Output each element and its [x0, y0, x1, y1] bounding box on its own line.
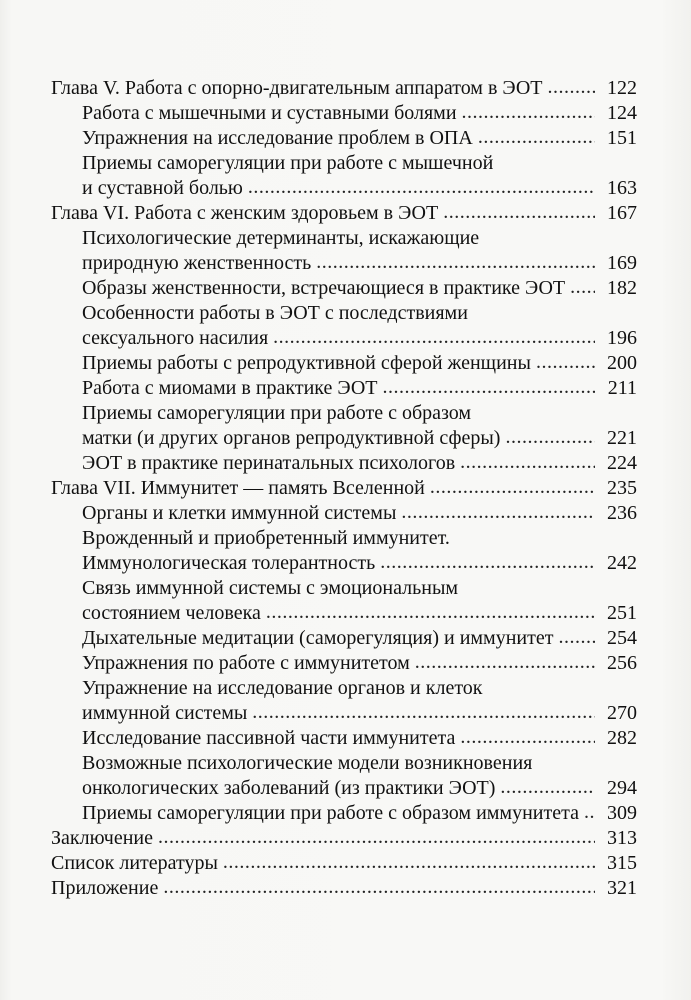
toc-page-number: 294 — [607, 777, 637, 799]
dot-leader — [462, 102, 595, 120]
toc-entry-title-line1: Особенности работы в ЭОТ с последствиями — [82, 302, 468, 324]
dot-leader — [460, 727, 595, 745]
toc-page-number: 282 — [607, 727, 637, 749]
toc-entry-title: Список литературы — [51, 852, 218, 874]
toc-entry-title-line2: онкологических заболеваний (из практики ЭОТ) — [82, 777, 496, 799]
toc-page-number: 122 — [607, 77, 637, 99]
toc-page-number: 224 — [607, 452, 637, 474]
dot-leader — [558, 627, 595, 645]
toc-entry-breathing-meditations — [82, 624, 637, 650]
toc-entry-conclusion — [51, 824, 637, 850]
toc-entry-immune-exploration-line1 — [82, 674, 637, 700]
toc-page-number: 256 — [607, 652, 637, 674]
toc-page-number: 151 — [607, 127, 637, 149]
toc-entry-bibliography — [51, 849, 637, 875]
toc-entry-innate-immunity-line1 — [82, 524, 637, 550]
toc-entry-uterus-image-line1 — [82, 399, 637, 425]
toc-entry-immune-organs-cells — [82, 499, 637, 525]
toc-page-number: 163 — [607, 177, 637, 199]
toc-page-number: 309 — [607, 802, 637, 824]
toc-page-number: 236 — [607, 502, 637, 524]
dot-leader — [252, 702, 595, 720]
toc-entry-emotional-link-line2 — [82, 599, 637, 625]
toc-entry-title-line1: Возможные психологические модели возникновения — [82, 752, 533, 774]
dot-leader — [316, 252, 595, 270]
toc-page-number: 182 — [607, 277, 637, 299]
toc-page-number: 270 — [607, 702, 637, 724]
toc-entry-title-line1: Психологические детерминанты, искажающие — [82, 227, 480, 249]
toc-entry-title-line1: Связь иммунной системы с эмоциональным — [82, 577, 459, 599]
dot-leader — [223, 852, 595, 870]
toc-entry-title: Заключение — [51, 827, 153, 849]
toc-entry-perinatal-psychologists — [82, 449, 637, 475]
toc-entry-psych-determinants-line1 — [82, 224, 637, 250]
toc-entry-chapter-5 — [51, 74, 637, 100]
toc-entry-title-line2: и суставной болью — [82, 177, 243, 199]
toc-entry-femininity-images — [82, 274, 637, 300]
dot-leader — [505, 427, 595, 445]
toc-page-number: 235 — [607, 477, 637, 499]
dot-leader — [460, 452, 595, 470]
toc-entry-passive-immunity — [82, 724, 637, 750]
dot-leader — [430, 477, 595, 495]
dot-leader — [158, 827, 595, 845]
toc-page-number: 313 — [607, 827, 637, 849]
dot-leader — [248, 177, 595, 195]
toc-entry-myomas — [82, 374, 637, 400]
toc-entry-title: Приложение — [51, 877, 159, 899]
toc-entry-title-line2: природную женственность — [82, 252, 312, 274]
toc-page-number: 242 — [607, 552, 637, 574]
dot-leader — [500, 777, 595, 795]
toc-entry-title: ЭОТ в практике перинатальных психологов — [82, 452, 456, 474]
toc-entry-title: Упражнения на исследование проблем в ОПА — [82, 127, 473, 149]
dot-leader — [415, 652, 595, 670]
toc-entry-self-regulation-pain-line2 — [82, 174, 637, 200]
toc-entry-title-line2: матки (и других органов репродуктивной сферы) — [82, 427, 501, 449]
toc-entry-opa-exercises — [82, 124, 637, 150]
toc-page-number: 196 — [607, 327, 637, 349]
toc-entry-immunity-exercises — [82, 649, 637, 675]
toc-entry-sexual-violence-line1 — [82, 299, 637, 325]
toc-entry-title: Приемы саморегуляции при работе с образом иммунитета — [82, 802, 579, 824]
toc-page-number: 200 — [607, 352, 637, 374]
toc-entry-immunity-image-self-regulation — [82, 799, 637, 825]
toc-page-number: 167 — [607, 202, 637, 224]
dot-leader — [273, 327, 595, 345]
toc-entry-oncology-models-line1 — [82, 749, 637, 775]
toc-entry-title: Работа с мышечными и суставными болями — [82, 102, 457, 124]
toc-entry-title-line2: иммунной системы — [82, 702, 248, 724]
toc-entry-emotional-link-line1 — [82, 574, 637, 600]
toc-entry-title: Образы женственности, встречающиеся в практике ЭОТ — [82, 277, 566, 299]
toc-entry-title-line1: Врожденный и приобретенный иммунитет. — [82, 527, 450, 549]
dot-leader — [570, 277, 595, 295]
toc-entry-title: Дыхательные медитации (саморегуляция) и иммунитет — [82, 627, 554, 649]
toc-page-number: 321 — [607, 877, 637, 899]
toc-entry-title-line1: Упражнение на исследование органов и клеток — [82, 677, 483, 699]
dot-leader — [383, 377, 595, 395]
toc-entry-title-line1: Приемы саморегуляции при работе с образом — [82, 402, 472, 424]
dot-leader — [380, 552, 595, 570]
toc-entry-title: Глава VII. Иммунитет — память Вселенной — [51, 477, 425, 499]
dot-leader — [443, 202, 595, 220]
toc-entry-title: Упражнения по работе с иммунитетом — [82, 652, 410, 674]
toc-entry-title-line2: сексуального насилия — [82, 327, 269, 349]
dot-leader — [536, 352, 595, 370]
dot-leader — [266, 602, 595, 620]
toc-page-number: 169 — [607, 252, 637, 274]
toc-page-number: 124 — [607, 102, 637, 124]
toc-entry-title: Работа с миомами в практике ЭОТ — [82, 377, 378, 399]
toc-entry-chapter-6 — [51, 199, 637, 225]
toc-entry-title: Исследование пассивной части иммунитета — [82, 727, 456, 749]
toc-entry-title: Приемы работы с репродуктивной сферой женщины — [82, 352, 531, 374]
toc-entry-innate-immunity-line2 — [82, 549, 637, 575]
toc-entry-self-regulation-pain-line1 — [82, 149, 637, 175]
toc-entry-title-line1: Приемы саморегуляции при работе с мышечной — [82, 152, 494, 174]
toc-entry-title: Глава V. Работа с опорно-двигательным аппаратом в ЭОТ — [51, 77, 543, 99]
toc-entry-immune-exploration-line2 — [82, 699, 637, 725]
toc-entry-title: Глава VI. Работа с женским здоровьем в ЭОТ — [51, 202, 439, 224]
toc-entry-sexual-violence-line2 — [82, 324, 637, 350]
toc-page-number: 221 — [607, 427, 637, 449]
dot-leader — [548, 77, 595, 95]
toc-entry-uterus-image-line2 — [82, 424, 637, 450]
toc-entry-chapter-7 — [51, 474, 637, 500]
toc-page-number: 251 — [607, 602, 637, 624]
toc-entry-muscle-joint-pain — [82, 99, 637, 125]
toc-entry-oncology-models-line2 — [82, 774, 637, 800]
toc-entry-appendix — [51, 874, 637, 900]
toc-entry-title-line2: Иммунологическая толерантность — [82, 552, 376, 574]
toc-entry-reproductive-sphere — [82, 349, 637, 375]
toc-page-number: 315 — [607, 852, 637, 874]
toc-entry-title-line2: состоянием человека — [82, 602, 261, 624]
dot-leader — [584, 802, 595, 820]
toc-entry-psych-determinants-line2 — [82, 249, 637, 275]
toc-page-number: 254 — [607, 627, 637, 649]
dot-leader — [478, 127, 595, 145]
dot-leader — [163, 877, 595, 895]
dot-leader — [401, 502, 595, 520]
toc-entry-title: Органы и клетки иммунной системы — [82, 502, 397, 524]
toc-page-number: 211 — [607, 377, 637, 399]
